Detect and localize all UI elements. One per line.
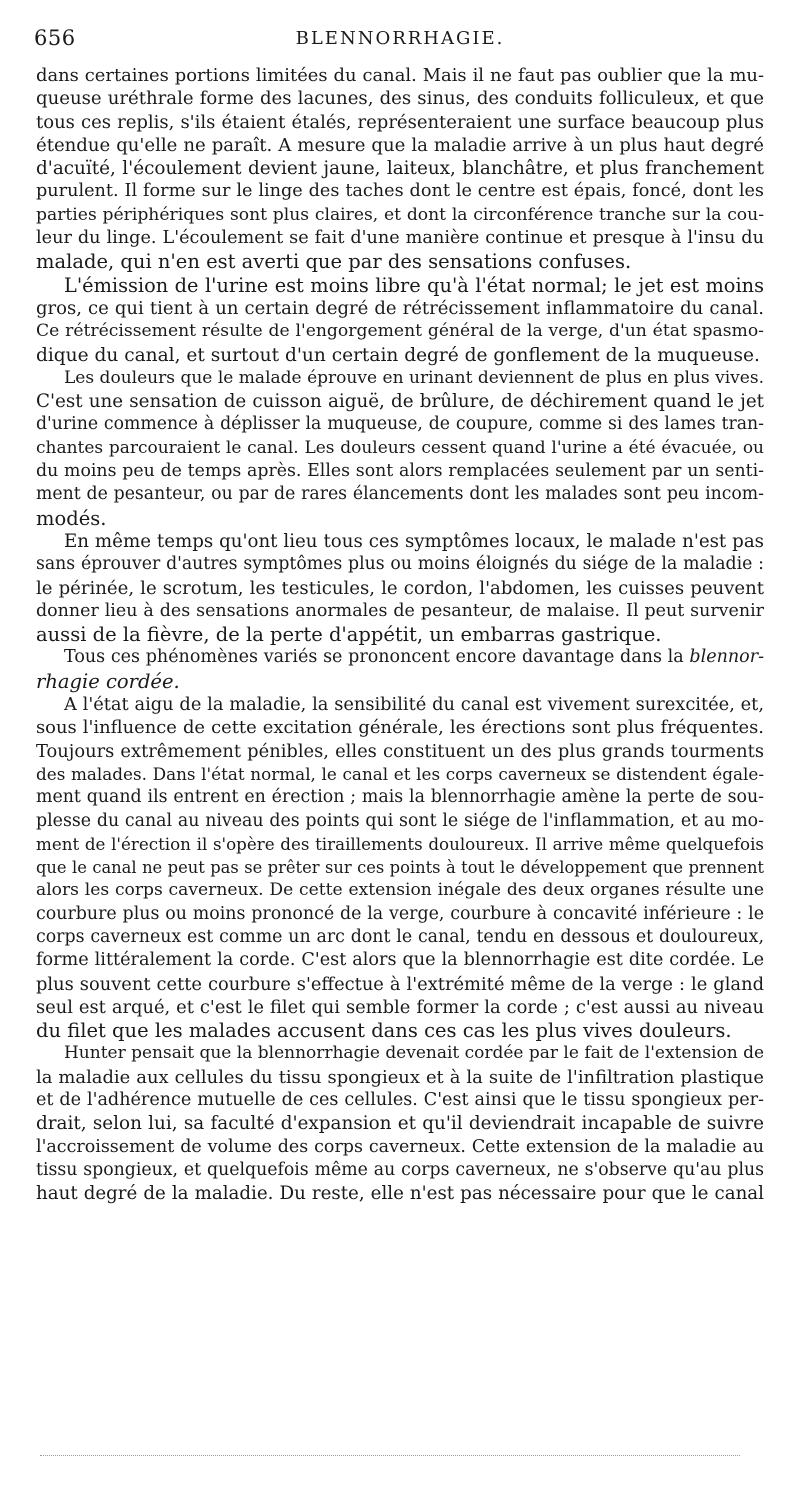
paragraph — [36, 367, 764, 530]
text-line: drait, selon lui, sa faculté d'expansion et qu'il deviendrait incapable de suivre — [36, 1113, 764, 1135]
paragraph — [36, 646, 764, 693]
page-header — [34, 26, 766, 56]
running-head: BLENNORRHAGIE. — [295, 28, 505, 49]
text-line: En même temps qu'ont lieu tous ces symptômes locaux, le malade n'est pas — [64, 530, 764, 552]
paragraph — [36, 274, 764, 367]
paragraph — [36, 64, 764, 274]
text-line: plesse du canal au niveau des points qui sont le siége de l'inflammation, et au mo- — [36, 810, 764, 831]
text-line: ment de pesanteur, ou par de rares élancements dont les malades sont peu incom- — [36, 484, 764, 505]
page-number: 656 — [34, 26, 76, 50]
text-line: leur du linge. L'écoulement se fait d'une manière continue et presque à l'insu du — [36, 228, 764, 249]
italic-term: rhagie cordée. — [36, 669, 180, 693]
text-line: Ce rétrécissement résulte de l'engorgement général de la verge, d'un état spasmo- — [36, 321, 764, 342]
text-line: dans certaines portions limitées du canal. Mais il ne faut pas oublier que la mu- — [36, 65, 764, 86]
text-line: ment de l'érection il s'opère des tiraillements douloureux. Il arrive même quelquefois — [36, 834, 764, 854]
text-line: corps caverneux est comme un arc dont le canal, tendu en dessous et douloureux, — [36, 926, 764, 947]
text-line: que le canal ne peut pas se prêter sur ces points à tout le développement que prennent — [36, 858, 764, 878]
text-line: d'acuïté, l'écoulement devient jaune, laiteux, blanchâtre, et plus franchement — [36, 158, 764, 180]
text-line: donner lieu à des sensations anormales de pesanteur, de malaise. Il peut survenir — [36, 600, 764, 621]
text-line: courbure plus ou moins prononcé de la verge, courbure à concavité inférieure : le — [36, 903, 764, 924]
text-line: parties périphériques sont plus claires, et dont la circonférence tranche sur la cou- — [36, 204, 764, 225]
text-line: tous ces replis, s'ils étaient étalés, représenteraient une surface beaucoup plus — [36, 111, 764, 133]
text-line: seul est arqué, et c'est le filet qui semble former la corde ; c'est aussi au niveau — [36, 996, 764, 1018]
text-line: l'accroissement de volume des corps caverneux. Cette extension de la maladie au — [36, 1136, 764, 1157]
text-line: des malades. Dans l'état normal, le canal et les corps caverneux se distendent égale- — [36, 763, 764, 784]
text-line: dique du canal, et surtout d'un certain degré de gonflement de la muqueuse. — [36, 344, 760, 366]
text-line: purulent. Il forme sur le linge des taches dont le centre est épais, foncé, dont les — [36, 181, 764, 202]
text-line: Les douleurs que le malade éprouve en urinant deviennent de plus en plus vives. — [64, 367, 764, 388]
body-text — [36, 64, 764, 1206]
text-line: alors les corps caverneux. De cette extension inégale des deux organes résulte une — [36, 880, 764, 901]
text-line: et de l'adhérence mutuelle de ces cellules. C'est ainsi que le tissu spongieux per- — [36, 1090, 764, 1111]
text-line: tissu spongieux, et quelquefois même au corps caverneux, ne s'observe qu'au plus — [36, 1159, 764, 1180]
paragraph — [36, 693, 764, 1042]
text-line: malade, qui n'en est averti que par des sensations confuses. — [36, 250, 632, 274]
text-line: L'émission de l'urine est moins libre qu'à l'état normal; le jet est moins — [64, 273, 764, 297]
text-line: A l'état aigu de la maladie, la sensibilité du canal est vivement surexcitée, et, — [64, 694, 764, 716]
text-line: modés. — [36, 506, 107, 530]
text-line: gros, ce qui tient à un certain degré de rétrécissement inflammatoire du canal. — [36, 297, 764, 319]
text-line: du filet que les malades accusent dans ces cas les plus vives douleurs. — [36, 1019, 732, 1043]
text-line: plus souvent cette courbure s'effectue à l'extrémité même de la verge : le gland — [36, 973, 764, 995]
text-line — [36, 646, 764, 669]
italic-term: blennor- — [689, 647, 764, 668]
text-line: étendue qu'elle ne paraît. A mesure que la maladie arrive à un plus haut degré — [36, 134, 764, 156]
text-line: forme littéralement la corde. C'est alors que la blennorrhagie est dite cordée. Le — [36, 950, 764, 971]
text-line: C'est une sensation de cuisson aiguë, de brûlure, de déchirement quand le jet — [36, 391, 764, 413]
paragraph — [36, 1042, 764, 1205]
text-line: haut degré de la maladie. Du reste, elle n'est pas nécessaire pour que le canal — [36, 1183, 764, 1205]
text-line: Hunter pensait que la blennorrhagie devenait cordée par le fait de l'extension de — [64, 1043, 764, 1064]
text-line: d'urine commence à déplisser la muqueuse, de coupure, comme si des lames tran- — [36, 414, 764, 435]
text-line: Toujours extrêmement pénibles, elles constituent un des plus grands tourments — [36, 740, 764, 762]
text-line: sans éprouver d'autres symptômes plus ou moins éloignés du siége de la maladie : — [36, 554, 764, 575]
footer-rule — [40, 1455, 740, 1456]
text-run: Tous ces phénomènes variés se prononcent encore davantage dans la — [64, 647, 690, 668]
text-line: chantes parcouraient le canal. Les douleurs cessent quand l'urine a été évacuée, ou — [36, 437, 764, 458]
text-line: le périnée, le scrotum, les testicules, le cordon, l'abdomen, les cuisses peuvent — [36, 577, 764, 599]
text-line: la maladie aux cellules du tissu spongieux et à la suite de l'infiltration plastique — [36, 1066, 764, 1088]
text-line: du moins peu de temps après. Elles sont alors remplacées seulement par un senti- — [36, 461, 764, 482]
text-line: sous l'influence de cette excitation générale, les érections sont plus fréquentes. — [36, 717, 764, 739]
text-line: queuse uréthrale forme des lacunes, des sinus, des conduits folliculeux, et que — [36, 88, 764, 110]
text-line: aussi de la fièvre, de la perte d'appétit, un embarras gastrique. — [36, 623, 662, 647]
text-line: ment quand ils entrent en érection ; mais la blennorrhagie amène la perte de sou- — [36, 787, 764, 808]
paragraph — [36, 530, 764, 646]
